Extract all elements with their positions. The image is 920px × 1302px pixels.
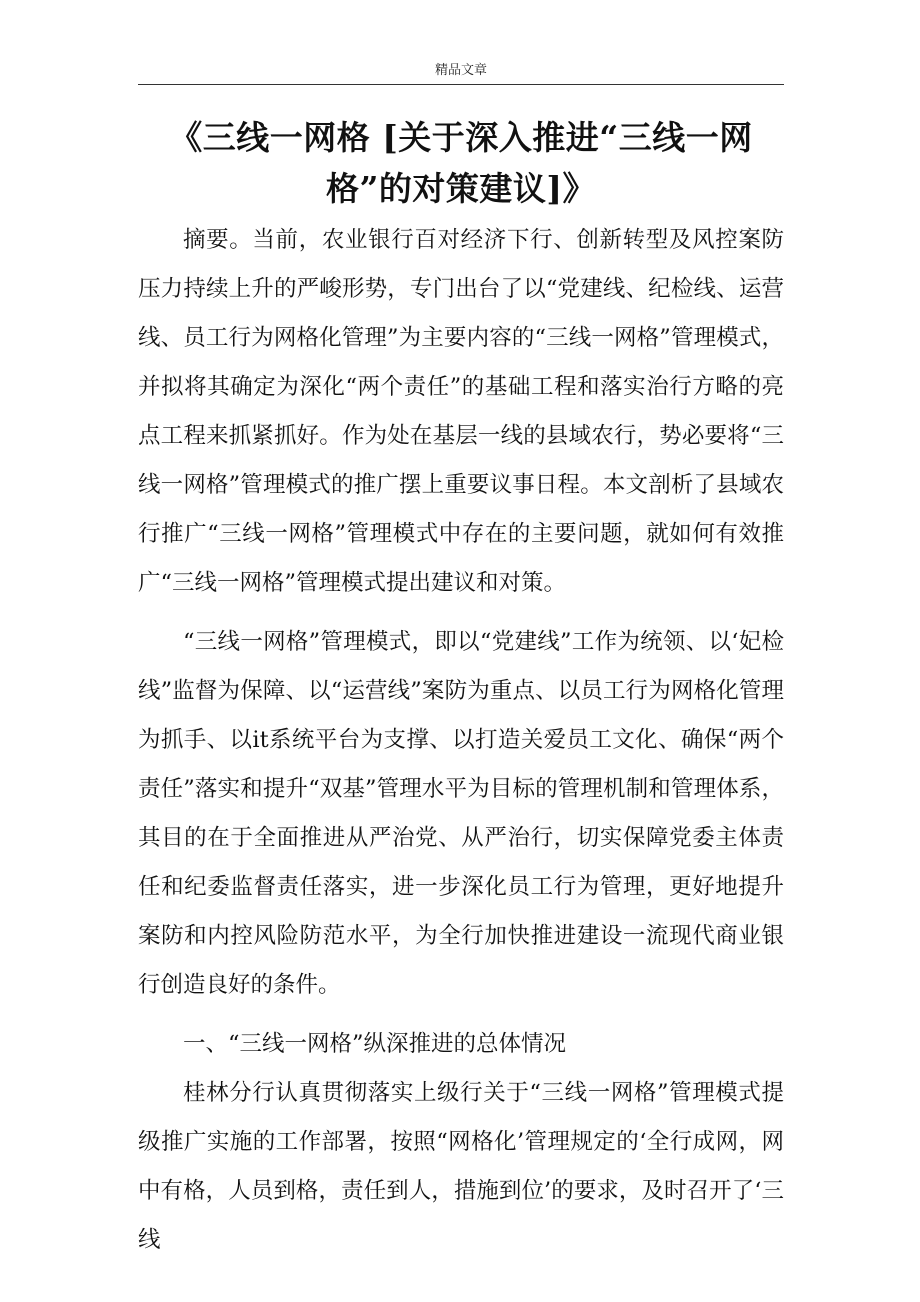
document-body (138, 216, 784, 1265)
header-divider (138, 84, 784, 85)
section-heading: 一、“三线一网格”纵深推进的总体情况 (183, 1031, 567, 1057)
page-header-label: 精品文章 (434, 63, 487, 78)
document-title: 《三线一网格 [关于深入推进“三线一网格”的对策建议]》 (169, 118, 753, 208)
section-paragraph: 桂林分行认真贯彻落实上级行关于“三线一网格”管理模式提级推广实施的工作部署，按照“网格化’管理规定的‘全行成网，网中有格，人员到格，责任到人，措施到位’的要求，及时召开了‘三线 (138, 1080, 784, 1253)
abstract-paragraph: 摘要。当前，农业银行百对经济下行、创新转型及风控案防压力持续上升的严峻形势，专门出台了以“党建线、纪检线、运营线、员工行为网格化管理”为主要内容的“三线一网格”管理模式，并拟将其确定为深化“两个责任”的基础工程和落实治行方略的亮点工程来抓紧抓好。作为处在基层一线的县域农行，势必要将“三线一网格”管理模式的推广摆上重要议事日程。本文剖析了县域农行推广“三线一网格”管理模式中存在的主要问题，就如何有效推广“三线一网格”管理模式提出建议和对策。 (138, 227, 784, 596)
definition-paragraph: “三线一网格”管理模式，即以“党建线”工作为统领、以‘妃检线”监督为保障、以“运营线”案防为重点、以员工行为网格化管理为抓手、以it系统平台为支撑、以打造关爱员工文化、确保“两个责任”落实和提升“双基”管理水平为目标的管理机制和管理体系，其目的在于全面推进从严治党、从严治行，切实保障党委主体责任和纪委监督责任落实，进一步深化员工行为管理，更好地提升案防和内控风险防范水平，为全行加快推进建设一流现代商业银行创造良好的条件。 (138, 629, 784, 998)
